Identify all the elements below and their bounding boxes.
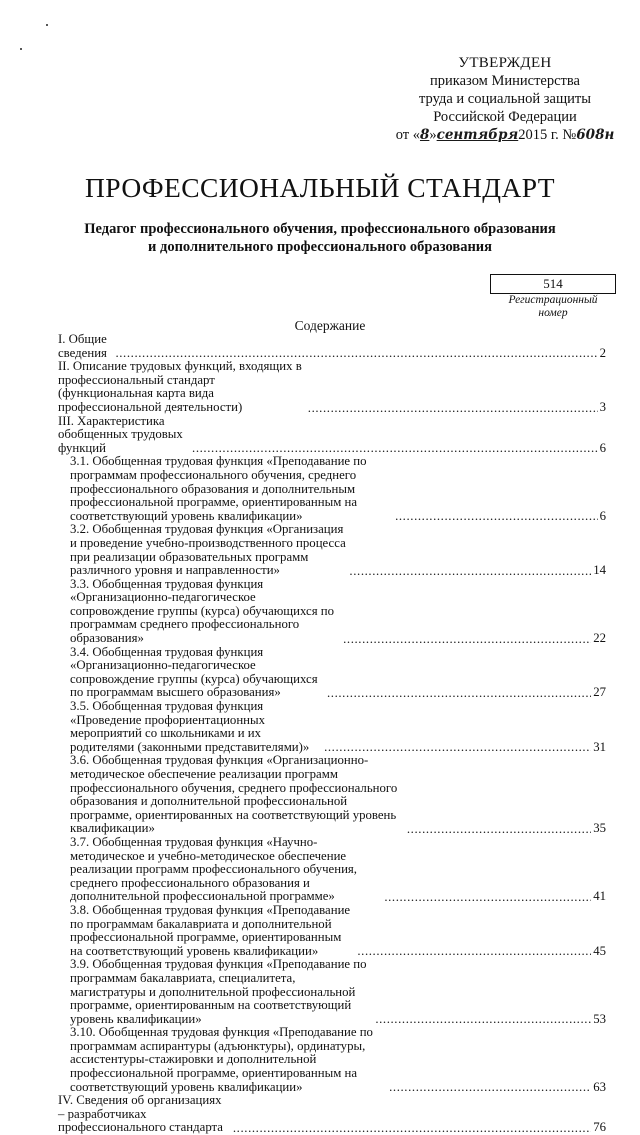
toc-page-number: 35: [593, 821, 606, 836]
registration-label-line: Регистрационный: [508, 294, 598, 306]
toc-entry[interactable]: [58, 754, 606, 836]
toc-leader-dots: [349, 566, 591, 576]
toc-entry[interactable]: [58, 415, 606, 456]
toc-entry[interactable]: [58, 455, 606, 523]
toc-entry-text: III. Характеристика обобщенных трудовых функций: [58, 413, 183, 455]
document-title: ПРОФЕССИОНАЛЬНЫЙ СТАНДАРТ: [85, 172, 555, 203]
toc-leader-dots: [324, 742, 591, 752]
approval-line: Российской Федерации: [433, 109, 577, 125]
toc-page-number: 6: [599, 508, 606, 523]
toc-page-number: 3: [599, 399, 606, 414]
toc-entry-text: 3.4. Обобщенная трудовая функция «Организационно-педагогическое сопровождение группы (курса) обучающихся по программам высшего образования»: [70, 644, 318, 700]
scan-speck: [46, 24, 48, 26]
toc-entry[interactable]: [58, 1026, 606, 1094]
toc-entry-text: 3.2. Обобщенная трудовая функция «Организация и проведение учебно-производственного процесса при реализации образовательных программ различного уровня и направленности»: [70, 522, 346, 578]
toc-page-number: 53: [593, 1011, 606, 1026]
toc-entry-text: 3.3. Обобщенная трудовая функция «Организационно-педагогическое сопровождение группы (курса) обучающихся по программам среднего профессионального образования»: [70, 576, 335, 646]
toc-leader-dots: [375, 1014, 591, 1024]
handwritten-order-number: 608н: [576, 127, 615, 143]
toc-entry[interactable]: [58, 578, 606, 646]
approval-heading: УТВЕРЖДЕН: [458, 55, 552, 71]
toc-entry[interactable]: [58, 904, 606, 958]
toc-page-number: 22: [593, 631, 606, 646]
toc-leader-dots: [233, 1123, 591, 1133]
toc-leader-dots: [343, 634, 591, 644]
approval-line: труда и социальной защиты: [419, 91, 591, 107]
registration-label-line: номер: [538, 307, 568, 319]
handwritten-month: сентября: [436, 127, 519, 143]
toc-page-number: 6: [599, 440, 606, 455]
toc-entry[interactable]: [58, 646, 606, 700]
toc-leader-dots: [384, 892, 591, 902]
date-year: 2015 г. №: [518, 127, 577, 143]
toc-entry[interactable]: [58, 836, 606, 904]
registration-label: [490, 294, 616, 320]
toc-leader-dots: [192, 443, 598, 453]
toc-page-number: 63: [593, 1079, 606, 1094]
registration-number-box: 514: [490, 274, 616, 294]
toc-leader-dots: [327, 688, 591, 698]
approval-date-line: [390, 126, 620, 144]
approval-block: [390, 54, 620, 144]
toc-page-number: 2: [599, 345, 606, 360]
toc-page-number: 76: [593, 1120, 606, 1135]
subtitle-line: Педагог профессионального обучения, профессионального образования: [84, 221, 556, 237]
toc-entry[interactable]: [58, 523, 606, 577]
toc-leader-dots: [115, 348, 597, 358]
toc-entry-text: IV. Сведения об организациях – разработчиках профессионального стандарта: [58, 1093, 223, 1135]
toc-entry[interactable]: [58, 958, 606, 1026]
toc-heading: Содержание: [294, 318, 366, 333]
toc-entry-text: 3.7. Обобщенная трудовая функция «Научно-методическое и учебно-методическое обеспечение реализации программ профессионального обучения, среднего профессионального образования и дополнительной профессиональной программе»: [70, 834, 358, 904]
toc-leader-dots: [389, 1082, 591, 1092]
approval-line: приказом Министерства: [430, 73, 580, 89]
toc-entry-text: 3.5. Обобщенная трудовая функция «Проведение профориентационных мероприятий со школьниками и их родителями (законными представителями)»: [70, 699, 310, 754]
date-prefix: от «: [395, 127, 420, 143]
document-subtitle: [40, 220, 600, 256]
toc-entry-text: I. Общие сведения: [58, 332, 107, 360]
toc-entry[interactable]: [58, 333, 606, 360]
toc-leader-dots: [395, 511, 598, 521]
toc-entry[interactable]: [58, 360, 606, 414]
scan-speck: [20, 48, 22, 50]
table-of-contents: [58, 333, 606, 1135]
toc-entry[interactable]: [58, 1094, 606, 1135]
subtitle-line: и дополнительного профессионального образования: [148, 239, 492, 255]
toc-page-number: 41: [593, 889, 606, 904]
toc-entry[interactable]: [58, 700, 606, 754]
toc-entry-text: 3.8. Обобщенная трудовая функция «Преподавание по программам бакалавриата и дополнительной профессиональной программе, ориентированным на соответствующий уровень квалификации»: [70, 902, 351, 958]
toc-page-number: 14: [593, 563, 606, 578]
toc-entry-text: 3.1. Обобщенная трудовая функция «Преподавание по программам профессионального обучения, среднего профессионального образования и дополнительным профессиональной программе, ориентированным на соответствующий уровень квалификации»: [70, 454, 367, 523]
toc-leader-dots: [407, 824, 591, 834]
toc-page-number: 45: [593, 943, 606, 958]
toc-page-number: 27: [593, 685, 606, 700]
handwritten-day: 8: [419, 127, 430, 143]
toc-leader-dots: [308, 403, 598, 413]
toc-entry-text: 3.6. Обобщенная трудовая функция «Организационно-методическое обеспечение реализации программ профессионального обучения, среднего профессионального образования и дополнительной профессиональной программе, ориентированных на соответствующий уровень квалификации»: [70, 753, 398, 836]
toc-page-number: 31: [593, 739, 606, 754]
date-mid: »: [429, 127, 437, 143]
toc-entry-text: 3.10. Обобщенная трудовая функция «Преподавание по программам аспирантуры (адъюнктуры), ординатуры, ассистентуры-стажировки и дополнительной профессиональной программе, ориентированным на соответствующий уровень квалификации»: [70, 1025, 373, 1094]
toc-leader-dots: [357, 946, 591, 956]
toc-entry-text: II. Описание трудовых функций, входящих в профессиональный стандарт (функциональная карта вида профессиональной деятельности): [58, 359, 302, 414]
toc-entry-text: 3.9. Обобщенная трудовая функция «Преподавание по программам бакалавриата, специалитета, магистратуры и дополнительной профессиональной программе, ориентированным на соответствующий уровень квалификации»: [70, 957, 367, 1026]
